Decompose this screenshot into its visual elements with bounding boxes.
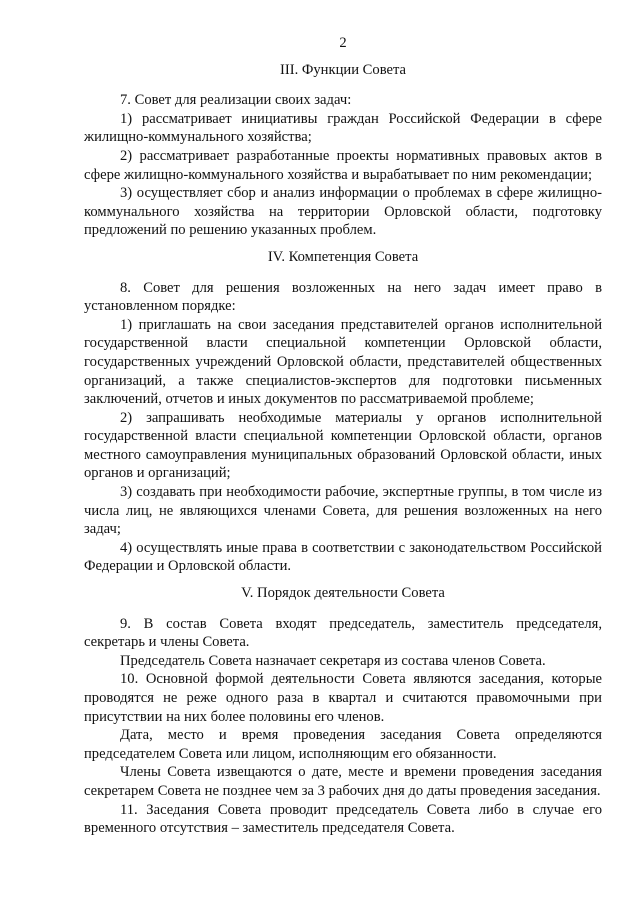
section-heading: IV. Компетенция Совета: [267, 248, 419, 265]
paragraph: Председатель Совета назначает секретаря из состава членов Совета.: [120, 652, 546, 669]
section-functions: [84, 61, 602, 240]
page-number: 2: [339, 35, 347, 51]
paragraph: 3) осуществляет сбор и анализ информации о проблемах в сфере жилищно-коммунального хозяйства на территории Орловской области, подготовку предложений по решению указанных проблем.: [84, 185, 602, 239]
section-heading: III. Функции Совета: [279, 61, 407, 78]
section-competence: [84, 248, 602, 576]
paragraph: 7. Совет для реализации своих задач:: [120, 92, 352, 109]
paragraph: 1) рассматривает инициативы граждан Российской Федерации в сфере жилищно-коммунального хозяйства;: [84, 110, 602, 146]
paragraph: 4) осуществлять иные права в соответствии с законодательством Российской Федерации и Орловской области.: [84, 539, 602, 575]
section-procedure: [84, 584, 602, 838]
paragraph: Дата, место и время проведения заседания Совета определяются председателем Совета или лицом, исполняющим его обязанности.: [84, 727, 602, 762]
paragraph: 2) рассматривает разработанные проекты нормативных правовых актов в сфере жилищно-коммунального хозяйства и вырабатывает по ним рекомендации;: [84, 147, 602, 183]
paragraph: 10. Основной формой деятельности Совета являются заседания, которые проводятся не реже одного раза в квартал и считаются правомочными при присутствии на них более половины его членов.: [84, 671, 602, 725]
paragraph: Члены Совета извещаются о дате, месте и времени проведения заседания секретарем Совета не позднее чем за 3 рабочих дня до даты проведения заседания.: [84, 764, 602, 799]
paragraph: 11. Заседания Совета проводит председатель Совета либо в случае его временного отсутствия – заместитель председателя Совета.: [84, 801, 602, 837]
section-heading: V. Порядок деятельности Совета: [241, 585, 445, 602]
paragraph: 8. Совет для решения возложенных на него задач имеет право в установленном порядке:: [84, 279, 602, 315]
paragraph: 1) приглашать на свои заседания представителей органов исполнительной государственной власти специальной компетенции Орловской области, государственных учреждений Орловской области, представителей общественных организаций, а также специалистов-экспертов для подготовки письменных заключений, отчетов и иных документов по рассматриваемой проблеме;: [84, 316, 602, 408]
paragraph: 9. В состав Совета входят председатель, заместитель председателя, секретарь и члены Совета.: [84, 615, 602, 651]
paragraph: 3) создавать при необходимости рабочие, экспертные группы, в том числе из числа лиц, не являющихся членами Совета, для решения возложенных на него задач;: [84, 484, 602, 538]
paragraph: 2) запрашивать необходимые материалы у органов исполнительной государственной власти специальной компетенции Орловской области, органов местного самоуправления муниципальных образований Орловской области, иных органов и организаций;: [84, 409, 602, 482]
document-page: [84, 34, 602, 838]
